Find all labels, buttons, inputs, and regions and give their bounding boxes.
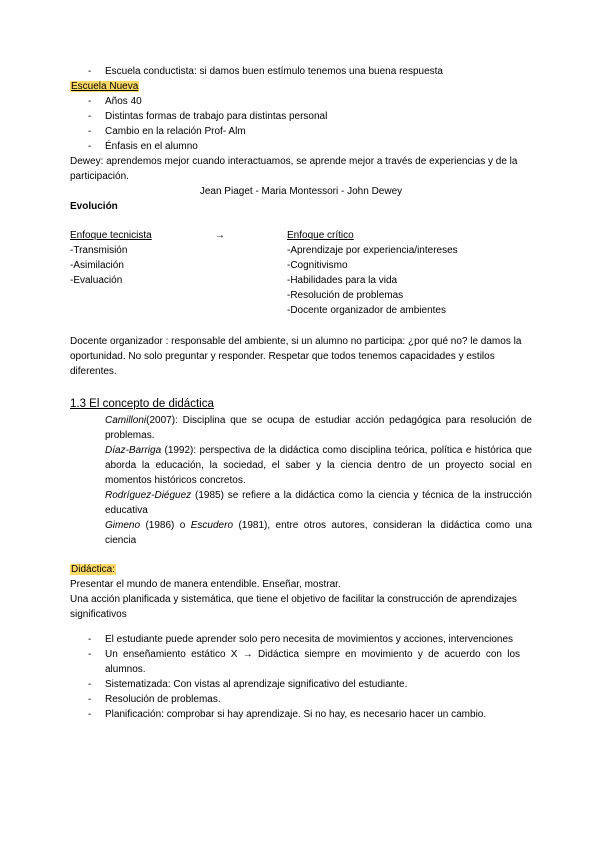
definition-item — [105, 488, 532, 518]
escuela-nueva-heading — [70, 79, 532, 94]
critico-item: -Cognitivismo — [287, 260, 348, 271]
critico-item: -Docente organizador de ambientes — [287, 305, 446, 316]
tecnicista-item: -Transmisión — [70, 245, 128, 256]
list-item — [88, 139, 532, 154]
didactica-p2: Una acción planificada y sistemática, que tiene el objetivo de facilitar la construcción de aprendizajes significativos — [70, 594, 517, 620]
conductista-bullet-text: Escuela conductista: si damos buen estímulo tenemos una buena respuesta — [105, 66, 443, 77]
critico-item: -Resolución de problemas — [287, 290, 404, 301]
author-name: Rodríguez-Diéguez — [105, 490, 192, 501]
list-dash: - — [88, 634, 92, 645]
escuela-nueva-list — [88, 94, 532, 154]
list-item — [88, 692, 532, 707]
list-dash: - — [88, 111, 92, 122]
didactica-heading — [70, 562, 532, 577]
definition-item — [105, 518, 532, 548]
didactica-bullet: Resolución de problemas. — [105, 694, 221, 705]
didactica-highlight: Didáctica: — [71, 564, 115, 575]
definition-text: (2007): Disciplina que se ocupa de estudiar acción pedagógica para resolución de problemas. — [105, 415, 532, 441]
definition-text: (1986) o — [140, 520, 191, 531]
arrow-icon: → — [215, 230, 225, 241]
list-item — [88, 109, 532, 124]
enfoque-tecnicista-title: Enfoque tecnicista — [70, 230, 152, 241]
tecnicista-item: -Evaluación — [70, 275, 123, 286]
list-dash: - — [88, 679, 92, 690]
definition-item — [105, 443, 532, 488]
escuela-nueva-item: Años 40 — [105, 96, 142, 107]
list-item — [88, 677, 532, 692]
definitions — [105, 413, 532, 548]
didactica-bullets — [88, 632, 532, 722]
didactica-p1: Presentar el mundo de manera entendible. Enseñar, mostrar. — [70, 579, 341, 590]
authors-line: Jean Piaget - Maria Montessori - John Dewey — [199, 186, 403, 197]
escuela-nueva-item: Cambio en la relación Prof- Alm — [105, 126, 246, 137]
didactica-bullet: Sistematizada: Con vistas al aprendizaje significativo del estudiante. — [105, 679, 408, 690]
escuela-nueva-item: Distintas formas de trabajo para distintas personal — [105, 111, 328, 122]
conductista-bullet-list — [88, 64, 532, 79]
didactica-bullet: Planificación: comprobar si hay aprendizaje. Si no hay, es necesario hacer un cambio. — [105, 709, 487, 720]
definition-text: (1985) se refiere a la didáctica como la ciencia y técnica de la instrucción educativa — [105, 490, 532, 516]
tecnicista-item: -Asimilación — [70, 260, 124, 271]
list-item — [88, 64, 532, 79]
list-dash: - — [88, 96, 92, 107]
section-heading-1-3 — [70, 395, 532, 413]
definition-item — [105, 413, 532, 443]
author-name: Gimeno — [105, 520, 141, 531]
evolucion-heading: Evolución — [70, 201, 118, 212]
enfoque-critico-column — [287, 228, 532, 318]
list-item — [88, 124, 532, 139]
author-name: Escudero — [190, 520, 234, 531]
list-dash: - — [88, 694, 92, 705]
enfoque-tecnicista-column — [70, 228, 215, 318]
list-dash: - — [88, 649, 92, 660]
author-name: Camilloni — [105, 415, 147, 426]
author-name: Díaz-Barriga — [105, 445, 162, 456]
list-dash: - — [88, 709, 92, 720]
escuela-nueva-item: Énfasis en el alumno — [105, 141, 198, 152]
escuela-nueva-highlight: Escuela Nueva — [71, 81, 139, 92]
didactica-bullet: Un enseñamiento estático X → Didáctica siempre en movimiento y de acuerdo con los alumnos. — [105, 649, 520, 675]
enfoque-critico-title: Enfoque crítico — [287, 230, 354, 241]
list-item — [88, 647, 532, 677]
enfoque-comparison — [70, 228, 532, 318]
list-item — [88, 94, 532, 109]
list-dash: - — [88, 141, 92, 152]
critico-item: -Habilidades para la vida — [287, 275, 398, 286]
list-item — [88, 707, 532, 722]
list-item — [88, 632, 532, 647]
didactica-section — [70, 562, 532, 622]
didactica-bullet: El estudiante puede aprender solo pero necesita de movimientos y acciones, intervenciones — [105, 634, 514, 645]
section-heading-text: 1.3 El concepto de didáctica — [70, 398, 214, 410]
list-dash: - — [88, 66, 92, 77]
critico-item: -Aprendizaje por experiencia/intereses — [287, 245, 458, 256]
dewey-paragraph: Dewey: aprendemos mejor cuando interactuamos, se aprende mejor a través de experiencias y de la participación. — [70, 156, 518, 182]
list-dash: - — [88, 126, 92, 137]
definition-text: (1992): perspectiva de la didáctica como disciplina teórica, política e histórica que aborda la educación, la sociedad, el saber y la ciencia dentro de un proyecto social en momentos históricos concretos. — [105, 445, 532, 486]
docente-paragraph: Docente organizador : responsable del ambiente, si un alumno no participa: ¿por qué no? le damos la oportunidad. No solo preguntar y responder. Respetar que todos tenemos capacidades y estilos diferentes. — [70, 336, 522, 377]
definition-text: (1981), entre otros autores, consideran la didáctica como una ciencia — [105, 520, 532, 546]
